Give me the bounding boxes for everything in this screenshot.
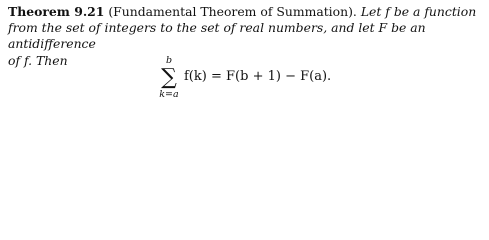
sigma-symbol: ∑ [161, 65, 177, 90]
equation-rhs-first: F(b + 1) [226, 69, 281, 84]
theorem-statement-line-3: of f. Then [8, 52, 68, 68]
display-equation [0, 56, 489, 108]
sum-lower-limit: k=a [159, 89, 179, 100]
theorem-statement-line-1: Let f be a function [360, 4, 477, 19]
summation-operator [157, 56, 181, 101]
theorem-line-1 [8, 4, 484, 20]
theorem-label: Theorem 9.21 [8, 4, 105, 19]
sum-upper-limit: b [165, 55, 173, 66]
equation-rhs-second: F(a). [300, 69, 332, 84]
theorem-statement-line-2: from the set of integers to the set of real numbers, and let F be an antidifference [8, 20, 426, 52]
theorem-name: (Fundamental Theorem of Summation). [108, 4, 357, 19]
equation-summand: f(k) [184, 69, 207, 84]
equation-expression [184, 69, 331, 84]
minus-sign: − [285, 69, 296, 84]
equals-sign: = [210, 69, 222, 84]
